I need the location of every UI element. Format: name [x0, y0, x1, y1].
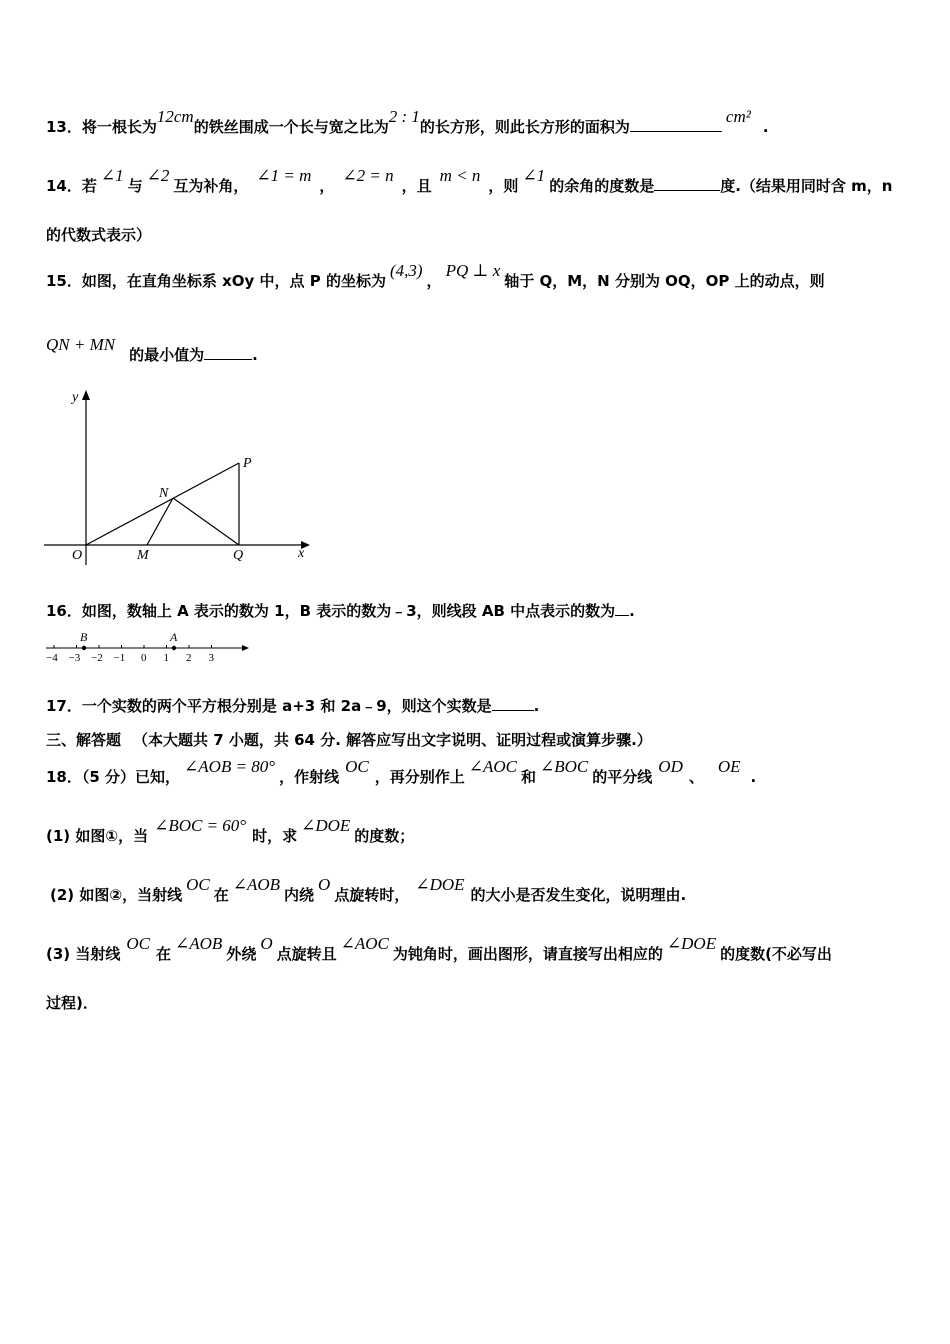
- q15-answer-blank[interactable]: [204, 345, 252, 360]
- label-p: P: [243, 456, 252, 471]
- q15-number: 15．: [46, 272, 82, 290]
- q17-answer-blank[interactable]: [492, 696, 534, 711]
- q14-answer-blank[interactable]: [654, 176, 720, 191]
- q15-perpendicular: PQ ⊥ x: [445, 261, 501, 280]
- q13-length: 12cm: [156, 107, 194, 126]
- section-3-title: 三、解答题: [46, 731, 122, 749]
- q13-number: 13．: [46, 118, 82, 136]
- q13-answer-blank[interactable]: [630, 117, 722, 132]
- label-a: A: [170, 630, 178, 644]
- number-line-tick-label: −2: [91, 652, 103, 664]
- point-b: [82, 646, 86, 650]
- question-15-line2: QN + MN的最小值为 .: [46, 335, 258, 364]
- q15-expression: QN + MN: [46, 335, 116, 354]
- question-18-part1: (1) 如图①，当∠BOC = 60°时，求∠DOE的度数；: [46, 816, 415, 845]
- question-13: 13．将一根长为12cm的铁丝围成一个长与宽之比为2 : 1的长方形，则此长方形的面积为cm².: [46, 107, 769, 136]
- segment-op: [86, 463, 239, 545]
- number-line-arrow: [242, 645, 249, 651]
- number-line: [44, 628, 254, 668]
- label-n: N: [159, 486, 169, 501]
- question-16: 16．如图，数轴上 A 表示的数为 1，B 表示的数为﹣3，则线段 AB 中点表示的数为 .: [46, 602, 635, 620]
- q15-coordinate: (4,3): [389, 261, 423, 280]
- q16-answer-blank[interactable]: [615, 601, 629, 616]
- question-14: 14．若∠1与∠2互为补角，∠1 = m，∠2 = n，且m < n，则∠1的余角的度数是 度.（结果用同时含 m，n: [46, 166, 893, 195]
- point-a: [172, 646, 176, 650]
- q13-unit: cm²: [725, 107, 751, 126]
- number-line-tick-label: 2: [186, 652, 192, 664]
- segment-nq: [173, 498, 239, 545]
- question-18: 18．（5 分）已知，∠AOB = 80°，作射线OC，再分别作上∠AOC和∠BOC的平分线OD、OE.: [46, 757, 757, 786]
- section-3-header: [46, 729, 652, 750]
- q13-ratio: 2 : 1: [388, 107, 420, 126]
- label-y: y: [72, 390, 79, 405]
- q15-figure: [40, 385, 330, 575]
- number-line-tick-label: 0: [141, 652, 147, 664]
- question-18-part3: (3) 当射线OC在∠AOB外绕O点旋转且∠AOC为钝角时，画出图形，请直接写出相应的∠DOE的度数(不必写出: [46, 934, 832, 963]
- label-m: M: [137, 548, 149, 563]
- q14-number: 14．: [46, 177, 82, 195]
- section-3-note: （本大题共 7 小题，共 64 分. 解答应写出文字说明、证明过程或演算步骤.）: [133, 731, 652, 749]
- number-line-tick-label: −1: [113, 652, 126, 664]
- number-line-tick-label: 3: [208, 652, 214, 664]
- number-line-tick-label: 1: [163, 652, 169, 664]
- question-14-line2: 的代数式表示）: [46, 226, 152, 244]
- number-line-tick-label: −4: [46, 652, 58, 664]
- question-15: 15．如图，在直角坐标系 xOy 中，点 P 的坐标为(4,3)，PQ ⊥ x轴于 Q，M，N 分别为 OQ，OP 上的动点，则: [46, 261, 825, 290]
- label-b: B: [80, 630, 88, 644]
- label-o: O: [72, 548, 83, 563]
- question-17: 17．一个实数的两个平方根分别是 a+3 和 2a﹣9，则这个实数是 .: [46, 697, 540, 715]
- label-q: Q: [233, 548, 244, 563]
- question-18-part3-line2: 过程)．: [46, 994, 98, 1012]
- number-line-tick-label: −3: [68, 652, 81, 664]
- y-axis-arrow: [82, 390, 90, 400]
- question-18-part2: (2) 如图②，当射线OC在∠AOB内绕O点旋转时，∠DOE的大小是否发生变化，说明理由.: [50, 875, 687, 904]
- label-x: x: [298, 546, 305, 561]
